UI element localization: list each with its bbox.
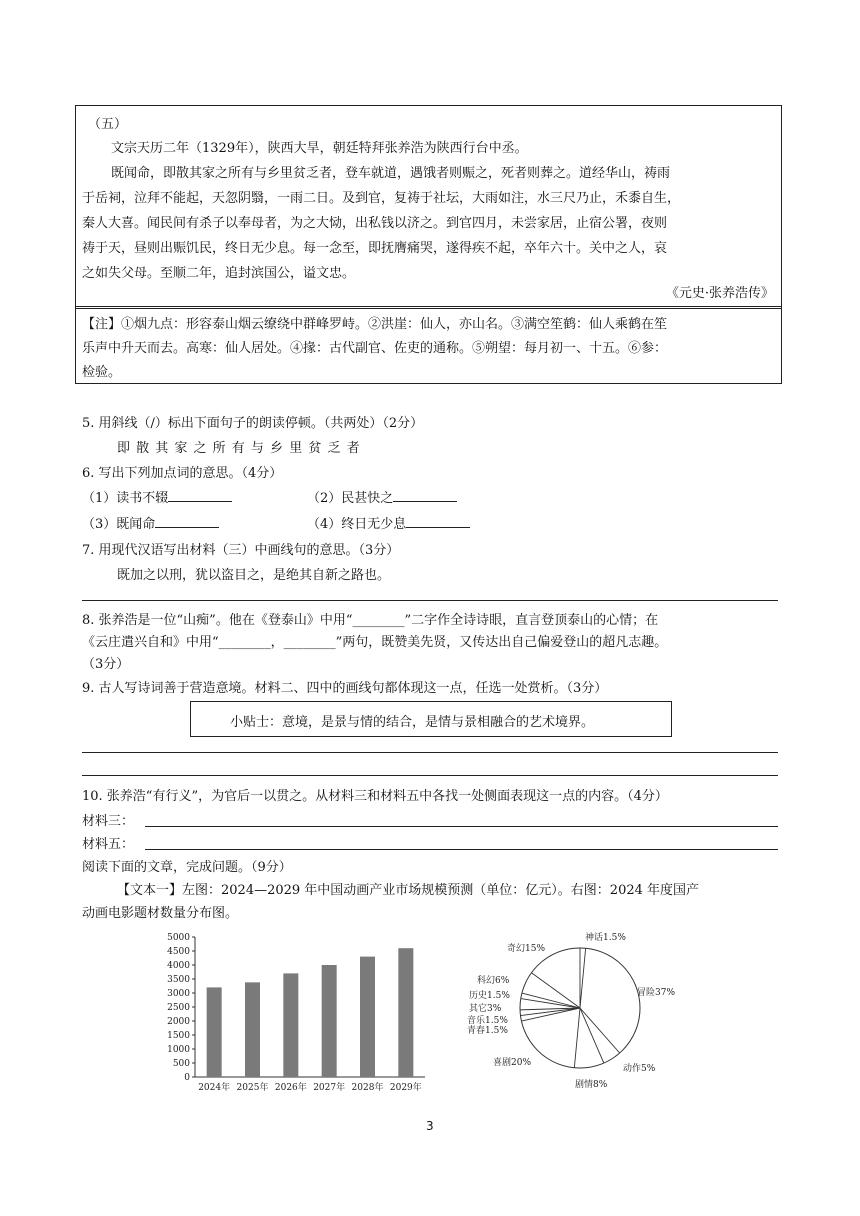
pie-label: 科幻6% [477,976,510,986]
passage-line-1 [111,162,670,181]
question-6: 6. 写出下列加点词的意思。（4分） [82,466,283,481]
question-8-line-3: （3分） [82,657,130,672]
y-tick-label: 5000 [167,933,190,943]
answer-line[interactable] [82,752,778,753]
q6-item-2 [307,487,457,506]
pie-label: 喜剧20% [493,1058,532,1068]
note-line-3: 检验。 [82,365,122,380]
q6-item-2-text: （2）民甚快之 [307,491,394,506]
material-3-answer-line[interactable] [145,826,778,827]
x-tick-label: 2027年 [313,1083,346,1093]
bar [360,957,375,1077]
material-5-answer-line[interactable] [145,849,778,850]
question-5-sentence: 即 散 其 家 之 所 有 与 乡 里 贫 乏 者 [117,441,361,456]
passage-line-4: 祷于天，昼则出赈饥民，终日无少息。每一念至，即抚膺痛哭，遂得疾不起，卒年六十。关中之人，哀 [82,241,668,256]
pie-slice-edge [580,1008,620,1053]
answer-line[interactable] [82,775,778,776]
question-7: 7. 用现代汉语写出材料（三）中画线句的意思。（3分） [82,543,400,558]
pie-label: 历史1.5% [469,991,510,1001]
note-line-2: 乐声中升天而去。高寒：仙人居处。④掾：古代副官、佐吏的通称。⑤朔望：每月初一、十五。⑥参： [82,341,668,356]
page-number: 3 [426,1119,434,1133]
y-tick-label: 4000 [167,961,190,971]
bar [398,948,413,1077]
material-3-label: 材料三： [82,814,135,829]
answer-blank[interactable] [393,487,457,502]
y-tick-label: 0 [184,1073,190,1083]
x-tick-label: 2026年 [274,1083,307,1093]
y-tick-label: 2000 [167,1017,190,1027]
bar [283,973,298,1077]
y-tick-label: 3000 [167,989,190,999]
passage-label: （五） [88,117,128,132]
material-5-label: 材料五： [82,837,135,852]
bar [322,965,337,1077]
q6-item-1-text: （1）读书不辍 [82,491,169,506]
pie-slice-edge [531,973,580,1008]
passage-line-3: 秦人大喜。闻民间有杀子以奉母者，为之大恸，出私钱以济之。到官四月，未尝家居，止宿公署，夜则 [82,216,668,231]
y-tick-label: 1500 [167,1031,190,1041]
pie-label: 青春1.5% [467,1026,508,1036]
pie-label: 音乐1.5% [467,1016,508,1026]
pie-slice-edge [574,1008,580,1068]
pie-label: 神话1.5% [585,933,626,943]
question-8-line-2: 《云庄遣兴自和》中用“________，________”两句，既赞美先贤，又传达出自己偏爱登山的超凡志趣。 [82,635,668,650]
answer-blank[interactable] [168,487,232,502]
pie-label: 动作5% [623,1064,656,1074]
question-10: 10. 张养浩“有行义”，为官后一以贯之。从材料三和材料五中各找一处侧面表现这一点的内容。（4分） [82,789,668,804]
reading-intro: 阅读下面的文章，完成问题。（9分） [82,860,292,875]
answer-line[interactable] [82,600,778,601]
bar [207,987,222,1077]
passage-line-2: 于岳祠，泣拜不能起，天忽阴翳，一雨二日。及到官，复祷于社坛，大雨如注，水三尺乃止，禾黍自生， [82,191,681,206]
answer-blank[interactable] [155,513,219,528]
pie-slice-edge [580,948,586,1008]
text1-line-1: 【文本一】左图：2024—2029 年中国动画产业市场规模预测（单位：亿元）。右图：2024 年度国产 [117,883,700,898]
text1-line-2: 动画电影题材数量分布图。 [82,906,239,921]
question-7-sentence: 既加之以刑，犹以盗目之，是绝其自新之路也。 [117,568,391,583]
q6-item-3-text: （3）既闻命 [82,517,156,532]
pie-label: 其它3% [469,1004,502,1014]
market-size-bar-chart [160,925,440,1095]
passage-text: 既闻命，即散其家之所有与乡里贫乏者，登车就道，遇饿者则赈之，死者则葬之。道经华山，祷雨 [111,166,671,181]
passage-line-5: 之如失父母。至顺二年，追封滨国公，谥文忠。 [82,266,356,281]
q6-item-1 [82,487,232,506]
x-tick-label: 2025年 [236,1083,269,1093]
y-tick-label: 2500 [167,1003,190,1013]
x-tick-label: 2024年 [198,1083,231,1093]
y-tick-label: 1000 [167,1045,190,1055]
passage-source: 《元史·张养浩传》 [665,286,774,301]
q6-item-3 [82,513,219,532]
answer-blank[interactable] [406,513,470,528]
tip-text: 小贴士：意境，是景与情的结合，是情与景相融合的艺术境界。 [230,715,595,730]
pie-label: 冒险37% [637,988,676,998]
question-5: 5. 用斜线（/）标出下面句子的朗读停顿。（共两处）（2分） [82,416,424,431]
note-line-1: 【注】①烟九点：形容泰山烟云缭绕中群峰罗峙。②洪崖：仙人，亦山名。③满空笙鹤：仙人乘鹤在笙 [82,317,668,332]
pie-label: 奇幻15% [507,944,546,954]
pie-label: 剧情8% [575,1080,608,1090]
q6-item-4-text: （4）终日无少息 [307,517,407,532]
bar [245,982,260,1077]
y-tick-label: 3500 [167,975,190,985]
question-8-line-1: 8. 张养浩是一位“山痴”。他在《登泰山》中用“________”二字作全诗诗眼，直言登顶泰山的心情；在 [82,613,659,628]
genre-pie-chart [465,925,725,1095]
y-tick-label: 4500 [167,947,190,957]
y-tick-label: 500 [172,1059,190,1069]
pie-slice-edge [580,1008,604,1063]
passage-paragraph-1: 文宗天历二年（1329年），陕西大旱，朝廷特拜张养浩为陕西行台中丞。 [111,141,528,156]
q6-item-4 [307,513,470,532]
question-9: 9. 古人写诗词善于营造意境。材料二、四中的画线句都体现这一点，任选一处赏析。（3分） [82,681,608,696]
x-tick-label: 2028年 [351,1083,384,1093]
x-tick-label: 2029年 [389,1083,422,1093]
